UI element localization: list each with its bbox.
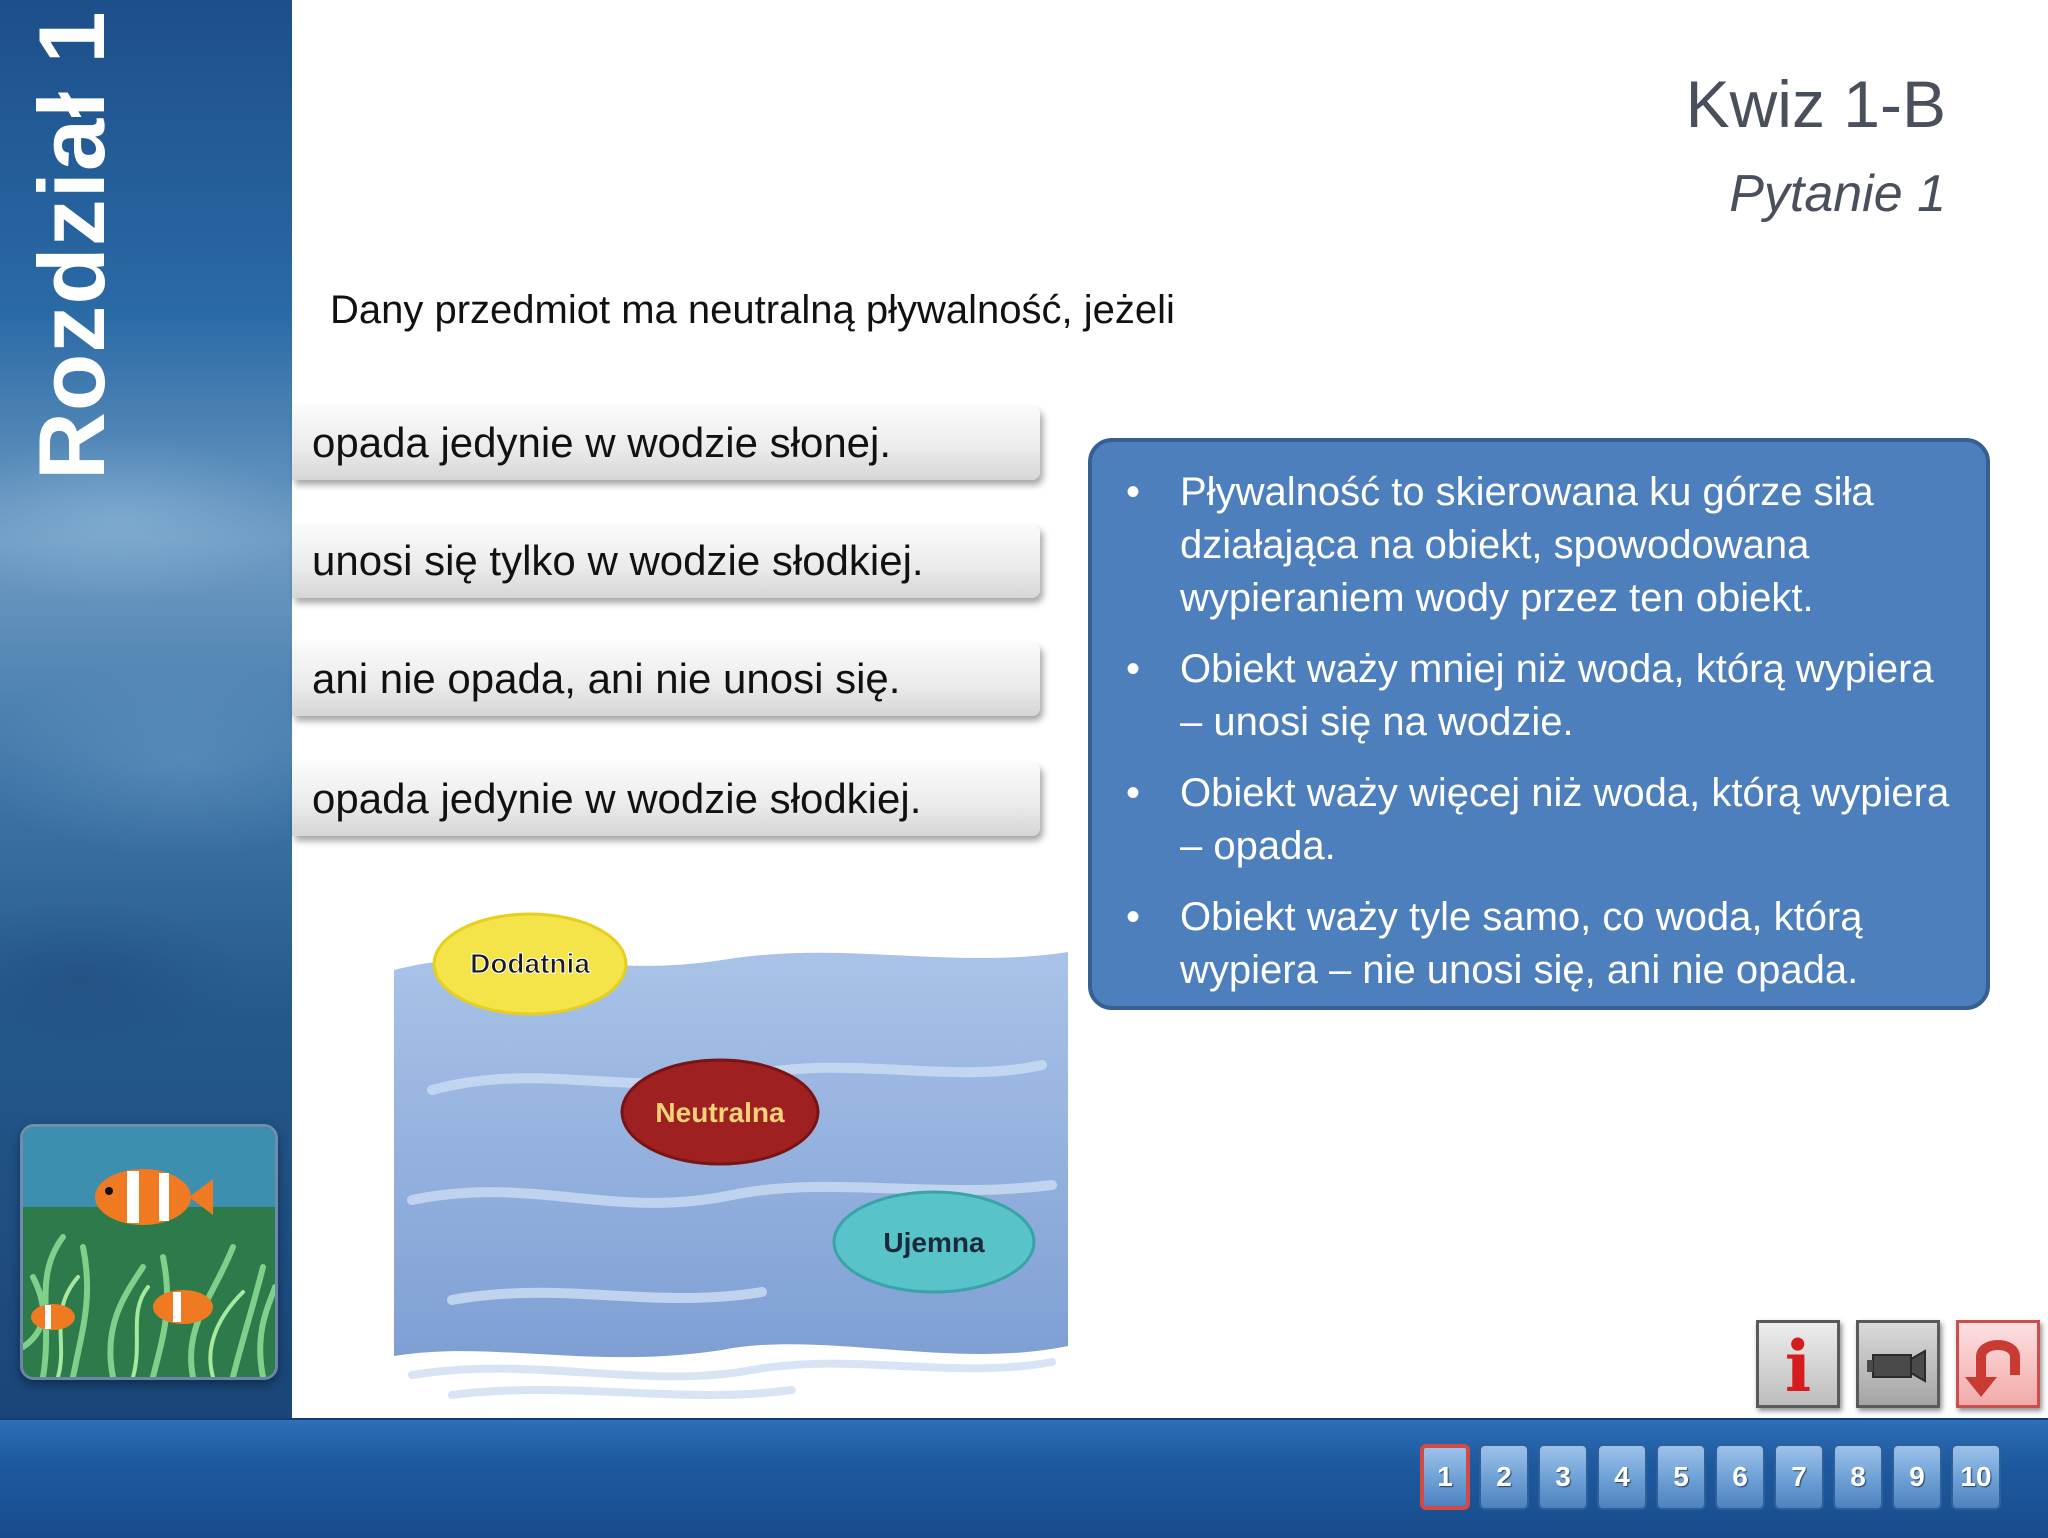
negative-label: Ujemna xyxy=(883,1227,985,1258)
explanation-text: Obiekt waży mniej niż woda, którą wypiera – unosi się na wodzie. xyxy=(1180,647,1934,744)
explanation-panel xyxy=(1088,438,1990,1010)
bullet: • xyxy=(1126,771,1141,815)
explanation-text: Pływalność to skierowana ku górze siła działająca na obiekt, spowodowana wypieraniem wody przez ten obiekt. xyxy=(1180,470,1874,620)
page-button-3[interactable]: 3 xyxy=(1538,1444,1588,1510)
bullet: • xyxy=(1126,647,1141,691)
info-icon: i xyxy=(1784,1325,1812,1408)
clownfish-image xyxy=(20,1124,278,1380)
answer-option-2[interactable]: unosi się tylko w wodzie słodkiej. xyxy=(292,524,1040,598)
chapter-sidebar xyxy=(0,0,292,1418)
page-button-8[interactable]: 8 xyxy=(1833,1444,1883,1510)
question-text: Dany przedmiot ma neutralną pływalność, jeżeli xyxy=(330,288,1175,332)
back-arrow-icon xyxy=(1959,1323,2037,1405)
bullet: • xyxy=(1126,470,1141,514)
back-button[interactable] xyxy=(1956,1320,2040,1408)
positive-label: Dodatnia xyxy=(470,948,590,979)
page-button-5[interactable]: 5 xyxy=(1656,1444,1706,1510)
quiz-title: Kwiz 1-B xyxy=(1685,67,1946,141)
page-button-1[interactable]: 1 xyxy=(1420,1444,1470,1510)
chapter-title: Rozdział 1 xyxy=(19,10,124,480)
answer-option-1[interactable]: opada jedynie w wodzie słonej. xyxy=(292,406,1040,480)
page-button-7[interactable]: 7 xyxy=(1774,1444,1824,1510)
explanation-text: Obiekt waży tyle samo, co woda, którą wypiera – nie unosi się, ani nie opada. xyxy=(1180,895,1863,992)
answer-option-4[interactable]: opada jedynie w wodzie słodkiej. xyxy=(292,762,1040,836)
answer-option-3[interactable]: ani nie opada, ani nie unosi się. xyxy=(292,642,1040,716)
page-button-9[interactable]: 9 xyxy=(1892,1444,1942,1510)
info-button[interactable] xyxy=(1756,1320,1840,1408)
page-button-6[interactable]: 6 xyxy=(1715,1444,1765,1510)
page-button-4[interactable]: 4 xyxy=(1597,1444,1647,1510)
page-button-10[interactable]: 10 xyxy=(1951,1444,2001,1510)
page-button-2[interactable]: 2 xyxy=(1479,1444,1529,1510)
explanation-item xyxy=(1122,643,1956,749)
question-number: Pytanie 1 xyxy=(1729,165,1946,223)
video-camera-icon xyxy=(1859,1323,1937,1405)
neutral-label: Neutralna xyxy=(655,1097,785,1128)
buoyancy-diagram xyxy=(392,900,1072,1410)
video-button[interactable] xyxy=(1856,1320,1940,1408)
explanation-item xyxy=(1122,466,1956,625)
explanation-text: Obiekt waży więcej niż woda, którą wypiera – opada. xyxy=(1180,771,1950,868)
explanation-item xyxy=(1122,891,1956,997)
explanation-item xyxy=(1122,767,1956,873)
bullet: • xyxy=(1126,895,1141,939)
